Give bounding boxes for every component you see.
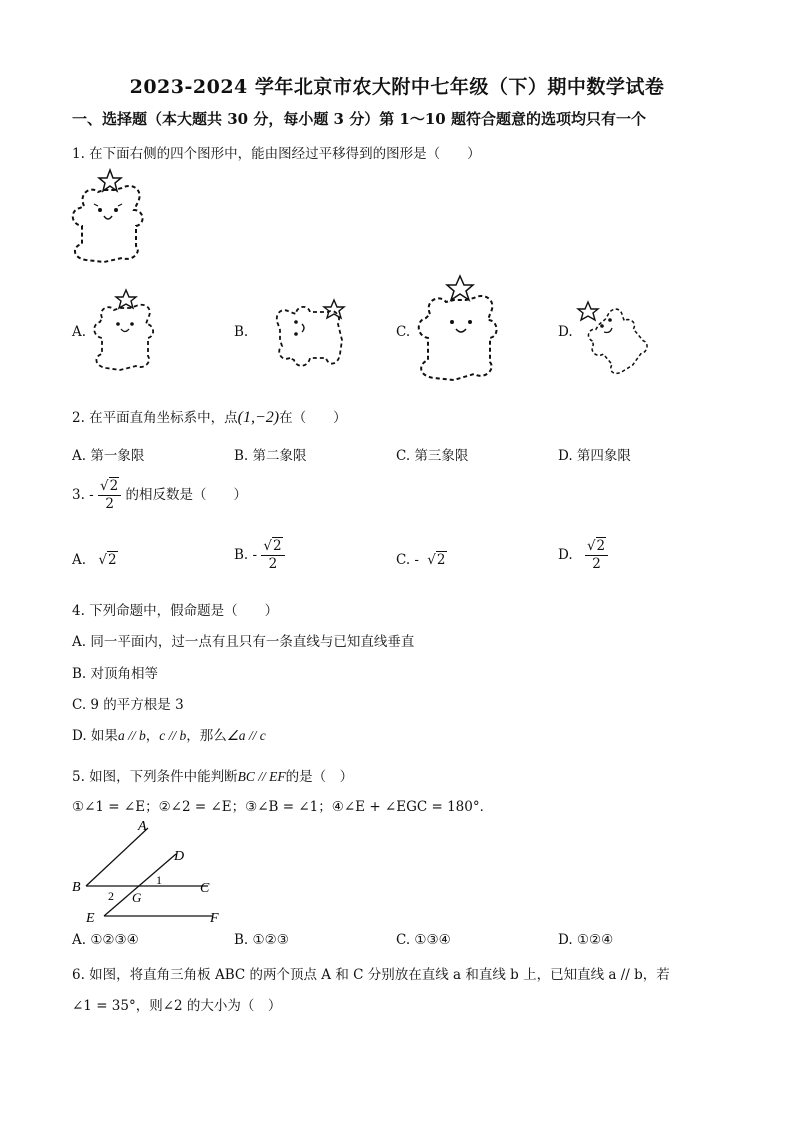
q3-suffix: 的相反数是（ ）	[125, 487, 248, 503]
q3-option-a[interactable]: A. √2	[72, 552, 117, 568]
q5-stem-a: 5. 如图，下列条件中能判断	[72, 769, 238, 785]
q4-option-d-then: ，那么	[186, 728, 227, 744]
q3-option-d-label: D.	[558, 547, 573, 563]
q3-option-b-den: 2	[268, 555, 278, 572]
q5-label-2: 2	[108, 889, 114, 903]
q1-figure-b	[250, 292, 350, 372]
q1-figure-d	[574, 296, 654, 366]
q4-option-d[interactable]	[72, 724, 266, 744]
q3-option-d-den: 2	[592, 555, 601, 572]
q3-option-a-label: A.	[72, 552, 87, 568]
q1-option-c[interactable]: C.	[396, 324, 411, 340]
page-title: 2023-2024 学年北京市农大附中七年级（下）期中数学试卷	[129, 76, 665, 98]
q5-label-e: E	[86, 911, 95, 926]
q5-label-g: G	[132, 890, 142, 905]
q4-option-d-expr2: c // b	[159, 728, 187, 743]
q5-label-c: C	[200, 881, 210, 896]
q1-reference-figure	[64, 166, 154, 270]
q1-figure-a	[88, 288, 160, 378]
q5-option-d[interactable]: D. ①②④	[558, 932, 614, 948]
q5-conditions: ①∠1 = ∠E；②∠2 = ∠E；③∠B = ∠1；④∠E + ∠EGC = 180°．	[72, 799, 494, 815]
q5-label-f: F	[210, 911, 219, 926]
q5-label-a: A	[138, 819, 147, 834]
q6-line1: 6. 如图，将直角三角板 ABC 的两个顶点 A 和 C 分别放在直线 a 和直线 b 上，已知直线 a // b，若	[72, 967, 670, 983]
q3-option-c-radicand: 2	[436, 552, 446, 568]
q5-stem-b: 的是（ ）	[285, 769, 354, 785]
q2-stem	[72, 406, 347, 427]
q2-option-a[interactable]: A. 第一象限	[72, 448, 145, 464]
q1-figure-c	[412, 274, 504, 386]
q5-label-b: B	[72, 880, 81, 895]
q1-option-b[interactable]: B.	[234, 324, 249, 340]
q4-option-d-expr1: a // b	[117, 728, 146, 743]
q4-option-d-sep: ，	[145, 728, 160, 744]
q5-option-a[interactable]: A. ①②③④	[72, 932, 139, 948]
q3-stem	[72, 480, 247, 511]
q5-stem-expr: BC // EF	[237, 769, 286, 784]
q3-option-a-radicand: 2	[107, 552, 117, 568]
q5-option-b[interactable]: B. ①②③	[234, 932, 289, 948]
q3-option-b-radicand: 2	[272, 538, 282, 554]
q5-option-c[interactable]: C. ①③④	[396, 932, 451, 948]
q5-label-1: 1	[156, 873, 162, 887]
q2-option-b[interactable]: B. 第二象限	[234, 448, 307, 464]
q5-figure	[68, 814, 238, 930]
q3-option-b-label: B. -	[234, 547, 258, 563]
q4-option-a[interactable]: A. 同一平面内，过一点有且只有一条直线与已知直线垂直	[72, 634, 415, 650]
q3-prefix: 3. -	[72, 487, 94, 503]
q3-option-d[interactable]	[558, 540, 608, 571]
q1-option-a[interactable]: A.	[72, 324, 87, 340]
q3-option-c-label: C. -	[396, 552, 419, 568]
q2-stem-b: 在（ ）	[279, 410, 347, 426]
q2-option-c[interactable]: C. 第三象限	[396, 448, 469, 464]
q4-option-d-pre: D. 如果	[72, 728, 118, 744]
q4-option-d-expr3: ∠a // c	[226, 728, 266, 743]
q3-option-d-radicand: 2	[596, 538, 606, 554]
q4-stem: 4. 下列命题中，假命题是（ ）	[72, 603, 279, 619]
q3-option-b[interactable]	[234, 540, 285, 571]
q1-stem: 1. 在下面右侧的四个图形中，能由图经过平移得到的图形是（ ）	[72, 146, 481, 162]
q2-stem-a: 2. 在平面直角坐标系中，点	[72, 410, 238, 426]
q4-option-c[interactable]: C. 9 的平方根是 3	[72, 697, 184, 713]
q5-stem	[72, 765, 353, 785]
q1-option-d[interactable]: D.	[558, 324, 573, 340]
q2-point: (1,−2)	[237, 409, 280, 426]
q3-option-d-fraction: $\frac{√2}{2}$	[585, 540, 608, 571]
q3-numerator: 2	[109, 478, 119, 494]
q2-option-d[interactable]: D. 第四象限	[558, 448, 631, 464]
q3-option-c[interactable]: C. - √2	[396, 552, 446, 568]
q6-line2: ∠1 = 35°，则∠2 的大小为（ ）	[72, 998, 282, 1014]
section-heading: 一、选择题（本大题共 30 分，每小题 3 分）第 1～10 题符合题意的选项均只有一个	[72, 110, 646, 128]
q3-denominator: 2	[105, 495, 114, 512]
q3-option-b-fraction: $\frac{√2}{2}$	[261, 540, 284, 571]
q3-fraction: $\frac{√2}{2}$	[98, 480, 121, 511]
q5-label-d: D	[174, 849, 185, 864]
q4-option-b[interactable]: B. 对顶角相等	[72, 666, 159, 682]
